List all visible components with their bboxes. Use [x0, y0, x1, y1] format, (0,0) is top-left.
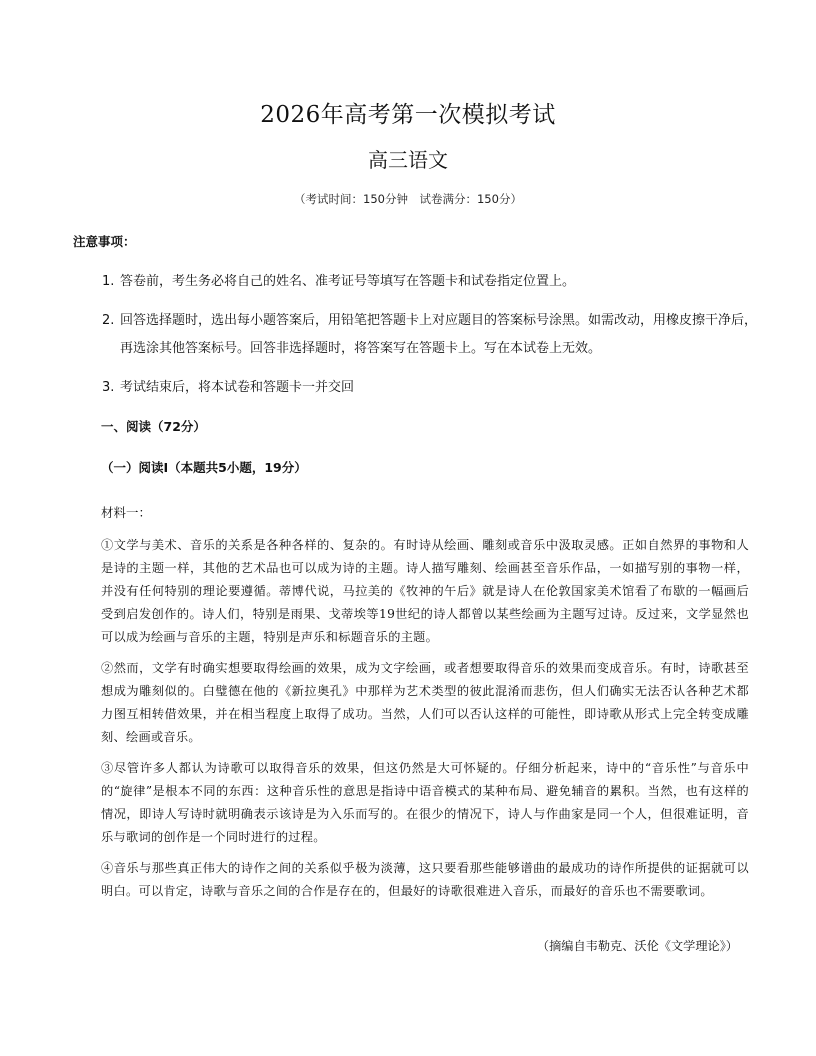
exam-subject: 高三语文 — [368, 148, 448, 172]
reading-paragraph: ④音乐与那些真正伟大的诗作之间的关系似乎极为淡薄，这只要看那些能够谱曲的最成功的诗作所提供的证据就可以明白。可以肯定，诗歌与音乐之间的合作是存在的，但最好的诗歌很难进入音乐，而最好的音乐也不需要歌词。 — [101, 861, 749, 898]
notice-item-text: 考试结束后，将本试卷和答题卡一并交回 — [120, 380, 355, 395]
material-label: 材料一： — [101, 505, 152, 520]
reading-paragraph: ②然而，文学有时确实想要取得绘画的效果，成为文字绘画，或者想要取得音乐的效果而变成音乐。有时，诗歌甚至想成为雕刻似的。白璧德在他的《新拉奥孔》中那样为艺术类型的彼此混淆而悲伤，但人们确实无法否认各种艺术都力图互相转借效果，并在相当程度上取得了成功。当然，人们可以否认这样的可能性，即诗歌从形式上完全转变成雕刻、绘画或音乐。 — [101, 661, 749, 744]
notice-item-number: 2. — [102, 313, 115, 328]
subsection-heading: （一）阅读Ⅰ（本题共5小题，19分） — [101, 460, 307, 475]
notice-heading: 注意事项： — [73, 234, 136, 249]
notice-item-text: 答卷前，考生务必将自己的姓名、准考证号等填写在答题卡和试卷指定位置上。 — [120, 274, 576, 289]
exam-title: 2026年高考第一次模拟考试 — [260, 102, 556, 128]
reading-paragraph: ①文学与美术、音乐的关系是各种各样的、复杂的。有时诗从绘画、雕刻或音乐中汲取灵感。正如自然界的事物和人是诗的主题一样，其他的艺术品也可以成为诗的主题。诗人描写雕刻、绘画甚至音乐作品，一如描写别的事物一样，并没有任何特别的理论要遵循。蒂博代说，马拉美的《牧神的午后》就是诗人在伦敦国家美术馆看了布歇的一幅画后受到启发创作的。诗人们，特别是雨果、戈蒂埃等19世纪的诗人都曾以某些绘画为主题写过诗。反过来，文学显然也可以成为绘画与音乐的主题，特别是声乐和标题音乐的主题。 — [101, 538, 749, 644]
exam-info: （考试时间：150分钟 试卷满分：150分） — [294, 192, 522, 206]
notice-item — [102, 307, 762, 363]
section-heading: 一、阅读（72分） — [101, 419, 206, 434]
notice-item-number: 3. — [102, 380, 115, 395]
reading-paragraph: ③尽管许多人都认为诗歌可以取得音乐的效果，但这仍然是大可怀疑的。仔细分析起来，诗中的“音乐性”与音乐中的“旋律”是根本不同的东西：这种音乐性的意思是指诗中语音模式的某种布局、避免辅音的累积。当然，也有这样的情况，即诗人写诗时就明确表示该诗是为入乐而写的。在很少的情况下，诗人与作曲家是同一个人，但很难证明，音乐与歌词的创作是一个同时进行的过程。 — [101, 761, 749, 844]
notice-item-text: 回答选择题时，选出每小题答案后，用铅笔把答题卡上对应题目的答案标号涂黑。如需改动，用橡皮擦干净后，再选涂其他答案标号。回答非选择题时，将答案写在答题卡上。写在本试卷上无效。 — [120, 313, 758, 356]
notice-item — [102, 374, 762, 402]
notice-item — [102, 268, 762, 296]
source-citation: （摘编自韦勒克、沃伦《文学理论》） — [536, 939, 738, 953]
notice-item-number: 1. — [102, 274, 115, 289]
